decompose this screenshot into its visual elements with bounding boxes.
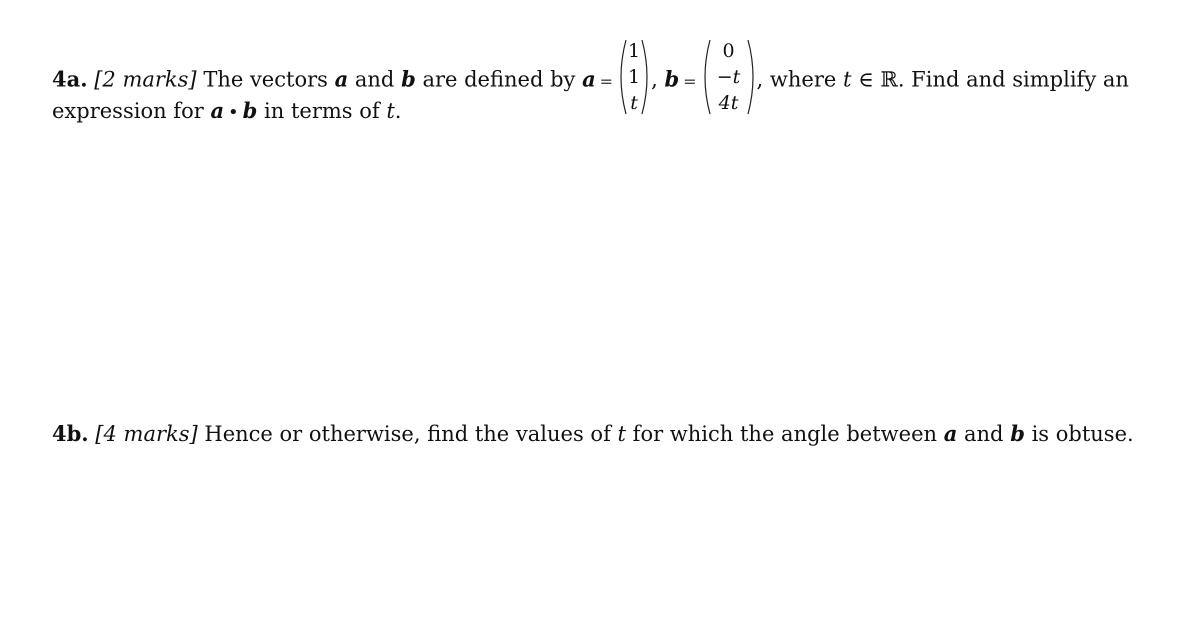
- vector-a-symbol: a: [334, 66, 349, 92]
- variable-t: t: [386, 99, 395, 123]
- vector-b-column: [701, 38, 757, 116]
- comma: ,: [756, 67, 764, 92]
- vector-b-symbol: b: [664, 66, 680, 92]
- vector-b-symbol: b: [401, 66, 416, 92]
- dot-product-symbol: •: [228, 102, 239, 123]
- period: .: [394, 99, 402, 123]
- question-text: is obtuse.: [1031, 422, 1134, 446]
- vector-b-component: 0: [722, 40, 735, 62]
- vector-a-symbol: a: [210, 98, 225, 123]
- comma: ,: [651, 67, 658, 92]
- question-text: where: [769, 67, 837, 92]
- question-text: ∈ ℝ. Find and simplify an: [858, 67, 1129, 92]
- marks-label: [2 marks]: [94, 67, 197, 92]
- question-text: expression for: [52, 99, 204, 123]
- equals-sign: =: [599, 71, 614, 91]
- question-text: in terms of: [264, 99, 380, 123]
- vector-b-component: −t: [716, 66, 741, 88]
- vector-b-component: 4t: [718, 92, 739, 114]
- marks-label: [4 marks]: [95, 422, 198, 446]
- vector-a-component: 1: [628, 40, 641, 62]
- question-text: for which the angle between: [632, 422, 938, 446]
- vector-a-column: [617, 38, 651, 116]
- vector-a-symbol: a: [943, 421, 958, 446]
- vector-b-symbol: b: [242, 98, 258, 123]
- question-number: 4a.: [52, 66, 88, 92]
- vector-a-component: 1: [628, 66, 641, 88]
- question-text: and: [354, 67, 395, 92]
- variable-t: t: [843, 67, 852, 92]
- question-4b-line: [52, 421, 1134, 446]
- question-text: and: [964, 422, 1004, 446]
- equals-sign: =: [683, 71, 697, 91]
- variable-t: t: [617, 422, 626, 446]
- vector-a-symbol: a: [582, 66, 596, 92]
- question-text: The vectors: [203, 67, 328, 92]
- question-text: are defined by: [422, 67, 576, 92]
- vector-a-component: t: [630, 92, 638, 114]
- vector-b-symbol: b: [1010, 421, 1025, 446]
- question-number: 4b.: [52, 421, 89, 446]
- question-4a-line-2: [52, 98, 401, 123]
- question-text: Hence or otherwise, find the values of: [204, 422, 611, 446]
